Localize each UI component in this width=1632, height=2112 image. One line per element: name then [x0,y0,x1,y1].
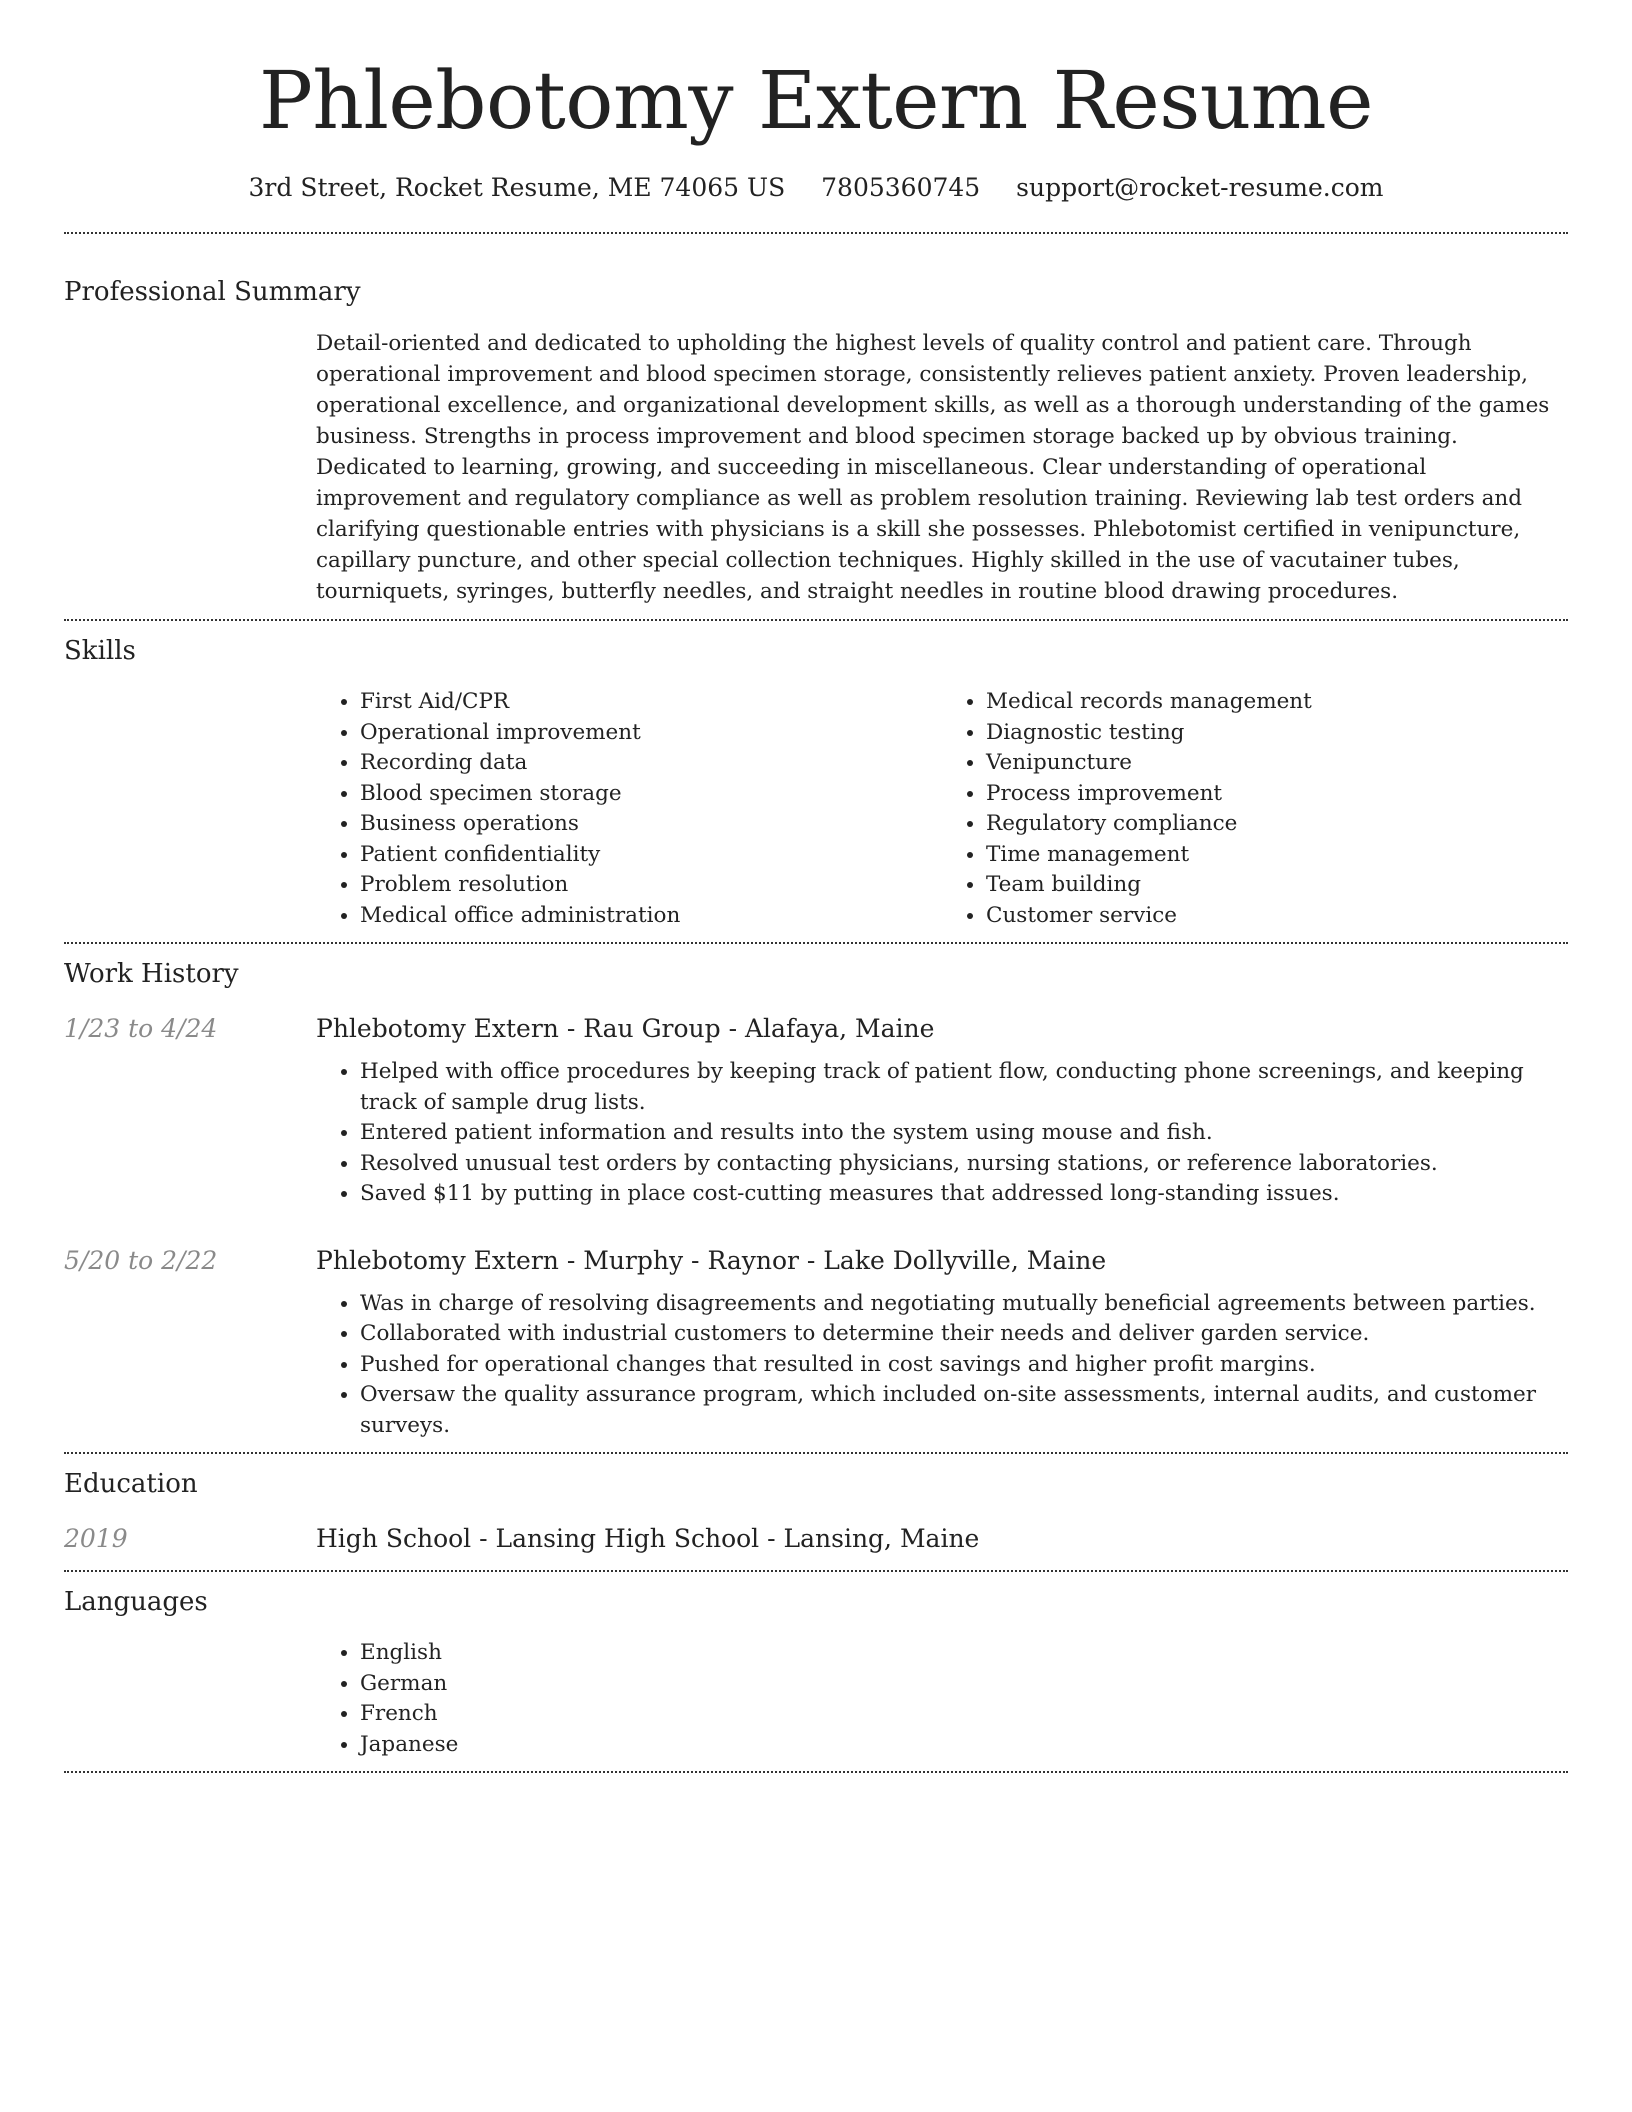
language-item: • Japanese [360,1730,1568,1761]
language-item: • English [360,1638,1568,1669]
section-work-history [64,957,1568,1441]
skill-item: • Business operations [360,809,942,840]
divider [64,1771,1568,1773]
skill-item: • Team building [986,870,1568,901]
job-title: Phlebotomy Extern - Rau Group - Alafaya, Maine [316,1014,935,1043]
section-languages [64,1585,1568,1760]
skill-item: • Operational improvement [360,718,942,749]
skill-item: • Problem resolution [360,870,942,901]
job-bullet: • Was in charge of resolving disagreements and negotiating mutually beneficial agreements between parties. [360,1289,1568,1320]
job-bullet: • Resolved unusual test orders by contacting physicians, nursing stations, or reference laboratories. [360,1149,1568,1180]
section-heading: Languages [64,1587,208,1617]
job-bullet: • Entered patient information and results into the system using mouse and fish. [360,1118,1568,1149]
job-title: Phlebotomy Extern - Murphy - Raynor - Lake Dollyville, Maine [316,1245,1107,1275]
skill-item: • Customer service [986,901,1568,932]
education-date: 2019 [64,1524,128,1553]
divider [64,619,1568,621]
job-entry [64,1246,1568,1442]
skill-item: • Medical office administration [360,901,942,932]
skill-item: • Blood specimen storage [360,779,942,810]
languages-list [316,1638,1568,1760]
divider [64,1452,1568,1454]
skill-item: • Recording data [360,748,942,779]
section-professional-summary [64,275,1568,607]
skill-item: • Time management [986,840,1568,871]
divider [64,942,1568,944]
section-heading: Education [64,1469,198,1499]
job-bullets [316,1057,1568,1210]
skill-item: • Venipuncture [986,748,1568,779]
skill-item: • Process improvement [986,779,1568,810]
skill-item: • Patient confidentiality [360,840,942,871]
contact-address: 3rd Street, Rocket Resume, ME 74065 US [248,173,786,202]
section-education [64,1467,1568,1553]
job-entry [64,1014,1568,1210]
section-heading: Work History [64,959,239,989]
skill-item: • Diagnostic testing [986,718,1568,749]
job-bullet: • Saved $11 by putting in place cost-cutting measures that addressed long-standing issues. [360,1179,1568,1210]
contact-email: support@rocket-resume.com [1016,173,1384,202]
summary-text: Detail-oriented and dedicated to upholding the highest levels of quality control and patient care. Through operational improvement and blood specimen storage, consistently relieves patient anxiety. Proven leadership, operational excellence, and organizational development skills, as well as a thorough understanding of the games business. Strengths in process improvement and blood specimen storage backed up by obvious training. Dedicated to learning, growing, and succeeding in miscellaneous. Clear understanding of operational improvement and regulatory compliance as well as problem resolution training. Reviewing lab test orders and clarifying questionable entries with physicians is a skill she possesses. Phlebotomist certified in venipuncture, capillary puncture, and other special collection techniques. Highly skilled in the use of vacutainer tubes, tourniquets, syringes, butterfly needles, and straight needles in routine blood drawing procedures. [316,331,1550,604]
section-skills [64,634,1568,931]
job-bullet: • Collaborated with industrial customers to determine their needs and deliver garden service. [360,1319,1568,1350]
skills-list-left [316,687,942,931]
job-bullet: • Pushed for operational changes that resulted in cost savings and higher profit margins. [360,1350,1568,1381]
resume-title: Phlebotomy Extern Resume [258,54,1373,147]
skill-item: • Regulatory compliance [986,809,1568,840]
language-item: • German [360,1669,1568,1700]
section-heading: Skills [64,636,136,666]
divider [64,1570,1568,1572]
job-date: 1/23 to 4/24 [64,1014,218,1043]
contact-line [64,170,1568,206]
divider [64,232,1568,234]
skill-item: • Medical records management [986,687,1568,718]
education-title: High School - Lansing High School - Lansing, Maine [316,1524,980,1553]
skills-list-right [942,687,1568,931]
contact-phone: 7805360745 [821,173,981,202]
job-date: 5/20 to 2/22 [64,1245,218,1275]
job-bullet: • Helped with office procedures by keeping track of patient flow, conducting phone screenings, and keeping track of sample drug lists. [360,1057,1568,1118]
section-heading: Professional Summary [64,277,361,307]
job-bullets [316,1289,1568,1442]
language-item: • French [360,1699,1568,1730]
job-bullet: • Oversaw the quality assurance program, which included on-site assessments, internal audits, and customer surveys. [360,1380,1568,1441]
skill-item: • First Aid/CPR [360,687,942,718]
